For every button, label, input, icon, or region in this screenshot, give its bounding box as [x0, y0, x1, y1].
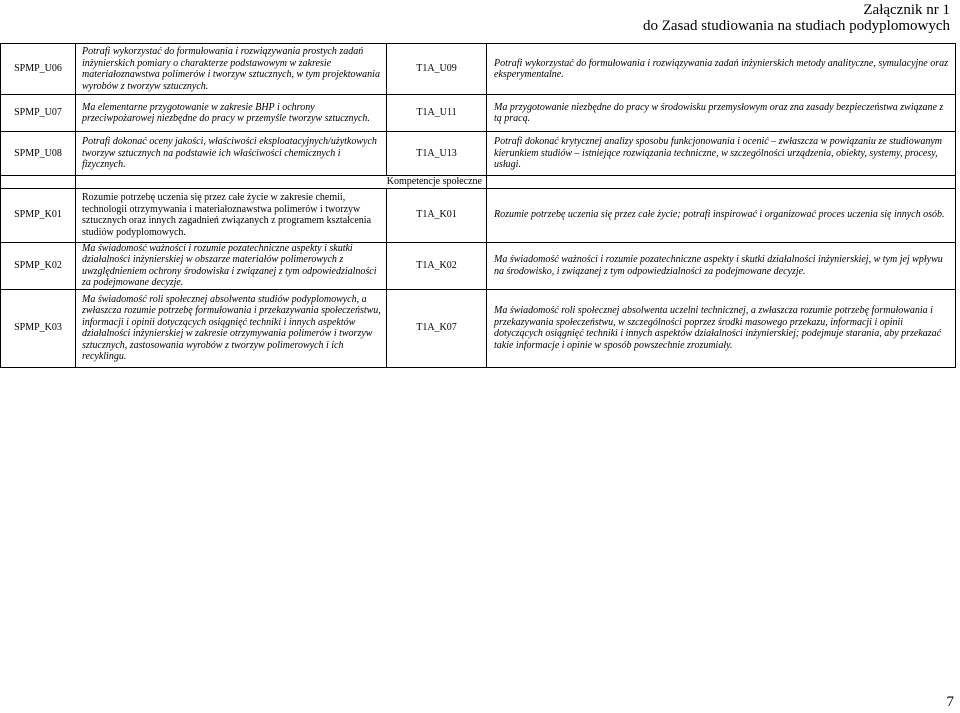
area-effect-description: Ma świadomość ważności i rozumie pozatechniczne aspekty i skutki działalności inżynierskiej, w tym jej wpływu na środowisko, i związanej z tym odpowiedzialności za podejmowane decyzje. [487, 242, 956, 289]
attachment-subtitle: do Zasad studiowania na studiach podyplomowych [642, 18, 950, 34]
area-effect-description: Rozumie potrzebę uczenia się przez całe życie; potrafi inspirować i organizować proces uczenia się innych osób. [487, 188, 956, 242]
outcome-code: SPMP_K03 [1, 289, 76, 367]
table-row [1, 289, 956, 367]
outcome-code: SPMP_U07 [1, 95, 76, 132]
area-effect-code: T1A_K01 [387, 188, 487, 242]
area-effect-code: T1A_U13 [387, 132, 487, 176]
area-effect-code: T1A_U09 [387, 44, 487, 95]
area-effect-description: Potrafi dokonać krytycznej analizy sposobu funkcjonowania i ocenić – zwłaszcza w powiązaniu ze studiowanym kierunkiem studiów – istniejące rozwiązania techniczne, w szczególności urządzenia, obiekty, systemy, procesy, usługi. [487, 132, 956, 176]
document-header [643, 2, 950, 34]
area-effect-description: Ma świadomość roli społecznej absolwenta uczelni technicznej, a zwłaszcza rozumie potrzebę formułowania i przekazywania społeczeństwu, w szczególności poprzez środki masowego przekazu, informacji i opinii dotyczących osiągnięć techniki i innych aspektów działalności inżynierskiej; podejmuje starania, aby przekazać takie informacje i opinie w sposób powszechnie zrozumiały. [487, 289, 956, 367]
outcome-code: SPMP_K02 [1, 242, 76, 289]
area-effect-code: T1A_K07 [387, 289, 487, 367]
outcome-description: Potrafi wykorzystać do formułowania i rozwiązywania prostych zadań inżynierskich pomiary o charakterze podstawowym w zakresie materiałoznawstwa polimerów i tworzyw sztucznych, w tym projektowania wyrobów z tworzyw sztucznych. [76, 44, 387, 95]
section-title: Kompetencje społeczne [76, 176, 487, 189]
learning-outcomes-table [0, 43, 956, 368]
outcome-description: Ma świadomość roli społecznej absolwenta studiów podyplomowych, a zwłaszcza rozumie potrzebę formułowania i przekazywania społeczeństwu, informacji i opinii dotyczących osiągnięć techniki i innych aspektów działalności inżynierskiej w zakresie otrzymywania polimerów i tworzyw sztucznych, zastosowania wyrobów z tworzyw polimerowych i ich recyklingu. [76, 289, 387, 367]
page-number: 7 [946, 694, 954, 710]
outcome-description: Ma elementarne przygotowanie w zakresie BHP i ochrony przeciwpożarowej niezbędne do pracy w przemyśle tworzyw sztucznych. [76, 95, 387, 132]
table-row [1, 95, 956, 132]
outcome-code: SPMP_U06 [1, 44, 76, 95]
table-row [1, 188, 956, 242]
section-header-row [1, 176, 956, 189]
outcome-code: SPMP_U08 [1, 132, 76, 176]
area-effect-code: T1A_K02 [387, 242, 487, 289]
table-row [1, 242, 956, 289]
area-effect-description: Potrafi wykorzystać do formułowania i rozwiązywania zadań inżynierskich metody analityczne, symulacyjne oraz eksperymentalne. [487, 44, 956, 95]
outcome-description: Potrafi dokonać oceny jakości, właściwości eksploatacyjnych/użytkowych tworzyw sztucznych na podstawie ich właściwości chemicznych i fizycznych. [76, 132, 387, 176]
attachment-label: Załącznik nr 1 [863, 2, 950, 18]
outcome-code: SPMP_K01 [1, 188, 76, 242]
area-effect-description: Ma przygotowanie niezbędne do pracy w środowisku przemysłowym oraz zna zasady bezpieczeństwa związane z tą pracą. [487, 95, 956, 132]
outcome-description: Ma świadomość ważności i rozumie pozatechniczne aspekty i skutki działalności inżynierskiej w obszarze materiałów polimerowych z uwzględnieniem ochrony środowiska i związanej z tym odpowiedzialności za podejmowane decyzje. [76, 242, 387, 289]
area-effect-code: T1A_U11 [387, 95, 487, 132]
outcome-description: Rozumie potrzebę uczenia się przez całe życie w zakresie chemii, technologii otrzymywania i materiałoznawstwa polimerów i tworzyw sztucznych oraz innych zagadnień związanych z programem kształcenia studiów podyplomowych. [76, 188, 387, 242]
table-row [1, 44, 956, 95]
table-row [1, 132, 956, 176]
